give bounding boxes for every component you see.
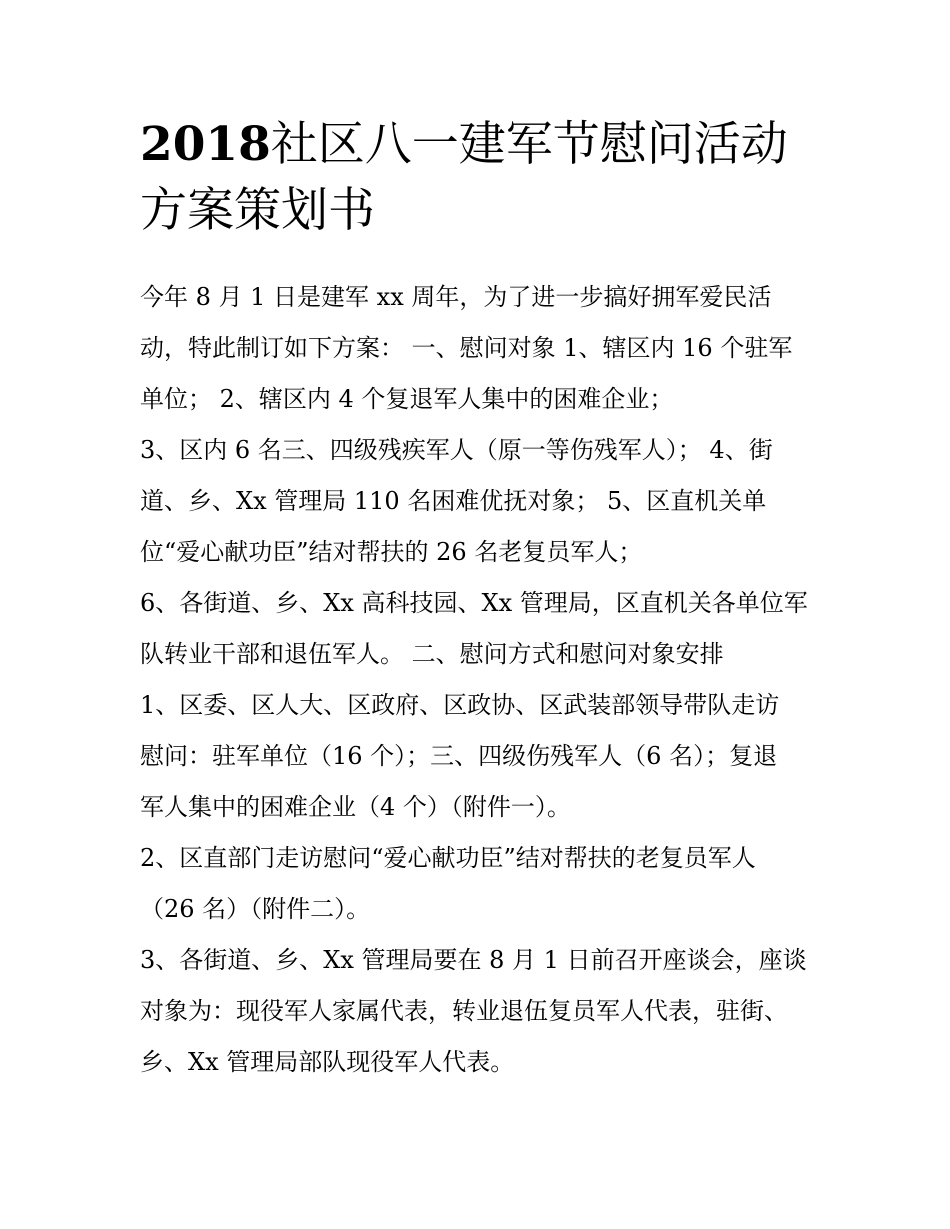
body-line: （26 名）（附件二）。 (140, 895, 371, 923)
document-body (140, 272, 830, 1088)
document-title (140, 112, 830, 244)
body-line: 位“爱心献功臣”结对帮扶的 26 名老复员军人； (140, 538, 643, 566)
body-line: 乡、Xx 管理局部队现役军人代表。 (140, 1048, 515, 1076)
body-line: 对象为：现役军人家属代表，转业退伍复员军人代表，驻街、 (140, 997, 788, 1025)
body-line: 3、各街道、乡、Xx 管理局要在 8 月 1 日前召开座谈会，座谈 (140, 946, 807, 974)
body-line: 今年 8 月 1 日是建军 xx 周年，为了进一步搞好拥军爱民活 (140, 283, 772, 311)
body-line: 队转业干部和退伍军人。 二、慰问方式和慰问对象安排 (140, 640, 724, 668)
body-line: 6、各街道、乡、Xx 高科技园、Xx 管理局，区直机关各单位军 (140, 589, 808, 617)
body-line: 1、区委、区人大、区政府、区政协、区武装部领导带队走访 (140, 691, 780, 719)
body-line: 2、区直部门走访慰问“爱心献功臣”结对帮扶的老复员军人 (140, 844, 756, 872)
title-line-2: 方案策划书 (140, 183, 375, 238)
body-line: 3、区内 6 名三、四级残疾军人（原一等伤残军人）； 4、街 (140, 436, 773, 464)
body-line: 单位； 2、辖区内 4 个复退军人集中的困难企业； (140, 385, 674, 413)
title-line-1: 社区八一建军节慰问活动 (270, 117, 788, 172)
body-line: 军人集中的困难企业（4 个）（附件一）。 (140, 793, 571, 821)
body-line: 慰问：驻军单位（16 个）；三、四级伤残军人（6 名）；复退 (140, 742, 778, 770)
title-year: 2018 (140, 117, 271, 172)
body-line: 动，特此制订如下方案： 一、慰问对象 1、辖区内 16 个驻军 (140, 334, 793, 362)
body-line: 道、乡、Xx 管理局 110 名困难优抚对象； 5、区直机关单 (140, 487, 767, 515)
